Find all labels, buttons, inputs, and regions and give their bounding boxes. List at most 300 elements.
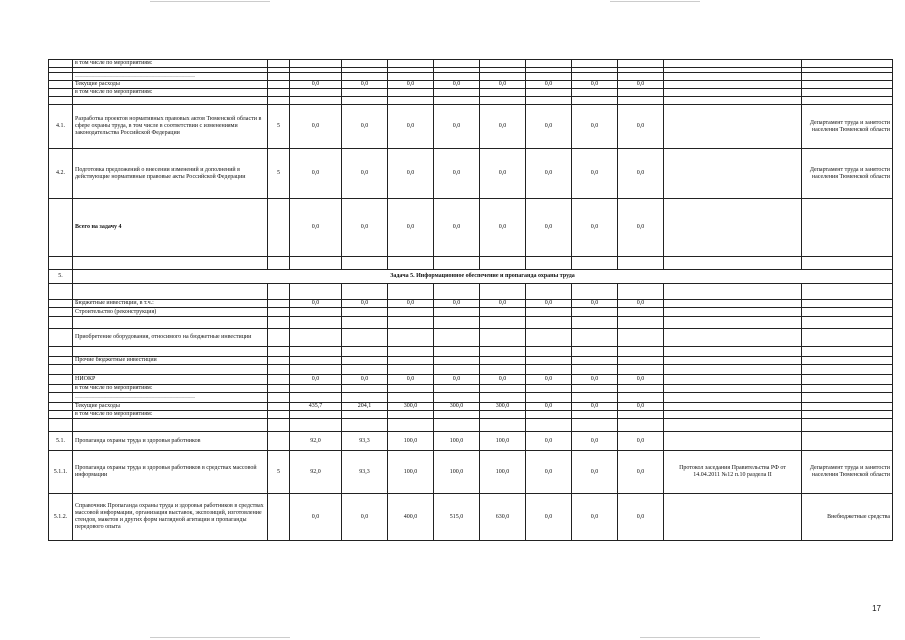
value-cell [526,89,572,97]
value-cell [388,365,434,375]
row-code: 5. [49,270,73,284]
value-cell: 0,0 [572,199,618,257]
value-cell [388,284,434,300]
value-cell [388,357,434,365]
value-cell [342,357,388,365]
value-cell: 0,0 [388,199,434,257]
value-cell: 92,0 [290,432,342,451]
value-cell [480,317,526,329]
task-number [268,329,290,347]
table-row [49,257,893,270]
page-number: 17 [872,604,881,613]
value-cell [480,89,526,97]
value-cell [480,60,526,68]
row-code [49,357,73,365]
row-code [49,300,73,308]
value-cell [618,419,664,432]
value-cell: 0,0 [572,375,618,385]
value-cell [290,393,342,403]
value-cell [572,257,618,270]
row-code [49,89,73,97]
value-cell: 0,0 [342,149,388,199]
value-cell [342,284,388,300]
value-cell: 0,0 [618,149,664,199]
value-cell: 100,0 [434,432,480,451]
row-code [49,257,73,270]
department-cell: Внебюджетные средства [802,494,893,541]
value-cell [342,329,388,347]
table-row [49,329,893,347]
value-cell [342,60,388,68]
value-cell [480,393,526,403]
protocol-cell [664,494,802,541]
row-label: Разработка проектов нормативных правовых актов Тюменской области в сфере охраны труда, в том числе в соответствии с изменениями законодательства Российской Федерации [73,105,268,149]
protocol-cell [664,73,802,81]
value-cell: 0,0 [526,300,572,308]
table-row [49,284,893,300]
protocol-cell [664,89,802,97]
scan-edge-mark [150,637,290,638]
value-cell [342,89,388,97]
program-table [48,59,893,541]
value-cell [618,257,664,270]
value-cell [388,347,434,357]
department-cell [802,81,893,89]
protocol-cell [664,60,802,68]
value-cell: 435,7 [290,403,342,411]
row-label: Справочник Пропаганда охраны труда и здоровья работников в средствах массовой информации, организация выставок, экспозиций, изготовление стендов, макетов и других форм наглядной агитации и пропаганды передового опыта [73,494,268,541]
row-label [73,284,268,300]
protocol-cell [664,284,802,300]
task-number [268,494,290,541]
row-label: Пропаганда охраны труда и здоровья работников [73,432,268,451]
table-row [49,308,893,317]
protocol-cell [664,411,802,419]
value-cell [290,97,342,105]
department-cell [802,329,893,347]
value-cell [388,419,434,432]
value-cell: 0,0 [618,403,664,411]
department-cell [802,375,893,385]
value-cell [388,60,434,68]
value-cell [572,357,618,365]
value-cell [572,89,618,97]
value-cell [290,284,342,300]
value-cell: 0,0 [290,149,342,199]
table-row [49,357,893,365]
value-cell [434,385,480,393]
department-cell [802,199,893,257]
value-cell: 93,3 [342,451,388,494]
protocol-cell [664,365,802,375]
department-cell [802,403,893,411]
value-cell [526,317,572,329]
table-row [49,199,893,257]
value-cell [388,329,434,347]
value-cell: 300,0 [480,403,526,411]
table-row [49,97,893,105]
row-code: 5.1. [49,432,73,451]
value-cell: 0,0 [290,300,342,308]
table-row [49,89,893,97]
value-cell: 0,0 [526,403,572,411]
row-code [49,97,73,105]
value-cell: 0,0 [290,105,342,149]
table-row [49,385,893,393]
value-cell: 0,0 [526,149,572,199]
value-cell [572,97,618,105]
value-cell [618,385,664,393]
department-cell [802,411,893,419]
value-cell [434,329,480,347]
protocol-cell [664,432,802,451]
value-cell [388,73,434,81]
value-cell [572,308,618,317]
value-cell [572,60,618,68]
value-cell [290,89,342,97]
department-cell: Департамент труда и занятости населения Тюменской области [802,451,893,494]
table-row [49,73,893,81]
value-cell [290,385,342,393]
table-row [49,270,893,284]
value-cell [434,317,480,329]
task-number: 5 [268,105,290,149]
value-cell [342,308,388,317]
task-number [268,393,290,403]
row-code: 5.1.1. [49,451,73,494]
value-cell: 630,0 [480,494,526,541]
value-cell [434,308,480,317]
table-row [49,403,893,411]
value-cell [526,347,572,357]
value-cell: 92,0 [290,451,342,494]
task-number [268,375,290,385]
value-cell: 93,3 [342,432,388,451]
value-cell [480,419,526,432]
row-label [73,365,268,375]
task-number [268,257,290,270]
value-cell [618,393,664,403]
value-cell: 0,0 [480,300,526,308]
value-cell [434,419,480,432]
table-row [49,451,893,494]
value-cell: 100,0 [388,451,434,494]
protocol-cell [664,419,802,432]
department-cell [802,97,893,105]
table-row [49,494,893,541]
value-cell: 0,0 [572,105,618,149]
department-cell: Департамент труда и занятости населения Тюменской области [802,149,893,199]
value-cell: 0,0 [388,149,434,199]
value-cell [342,419,388,432]
value-cell: 100,0 [434,451,480,494]
value-cell [526,73,572,81]
task-number [268,385,290,393]
department-cell [802,347,893,357]
value-cell [618,329,664,347]
value-cell: 0,0 [342,105,388,149]
value-cell [480,347,526,357]
table-row [49,105,893,149]
value-cell: 0,0 [434,375,480,385]
scan-edge-mark [640,637,760,638]
protocol-cell [664,375,802,385]
row-code [49,385,73,393]
value-cell [618,317,664,329]
value-cell: 0,0 [526,432,572,451]
row-label: в том числе по мероприятиям: [73,60,268,68]
row-code [49,347,73,357]
value-cell [434,411,480,419]
value-cell [572,365,618,375]
value-cell [290,329,342,347]
table-row [49,432,893,451]
table-row [49,149,893,199]
value-cell: 0,0 [572,300,618,308]
value-cell: 0,0 [526,105,572,149]
protocol-cell [664,403,802,411]
task-number [268,284,290,300]
protocol-cell [664,300,802,308]
value-cell [526,308,572,317]
value-cell [618,89,664,97]
value-cell [434,393,480,403]
value-cell [388,257,434,270]
row-label: Пропаганда охраны труда и здоровья работников в средствах массовой информации [73,451,268,494]
value-cell [290,308,342,317]
table-row [49,411,893,419]
value-cell [434,347,480,357]
value-cell: 0,0 [480,199,526,257]
department-cell [802,284,893,300]
table-row [49,347,893,357]
task-number [268,308,290,317]
value-cell: 0,0 [434,105,480,149]
value-cell [342,365,388,375]
value-cell: 0,0 [434,81,480,89]
department-cell [802,300,893,308]
protocol-cell [664,385,802,393]
value-cell [572,419,618,432]
row-label [73,97,268,105]
value-cell [290,347,342,357]
task-number [268,347,290,357]
protocol-cell [664,329,802,347]
value-cell: 100,0 [480,451,526,494]
row-label: Всего на задачу 4 [73,199,268,257]
value-cell: 0,0 [618,300,664,308]
value-cell: 0,0 [342,199,388,257]
value-cell: 0,0 [526,451,572,494]
row-label: Приобретение оборудования, относимого на бюджетные инвестиции [73,329,268,347]
value-cell: 0,0 [290,81,342,89]
task-number [268,89,290,97]
value-cell [480,73,526,81]
value-cell [618,365,664,375]
department-cell [802,357,893,365]
value-cell [572,284,618,300]
value-cell [526,419,572,432]
department-cell [802,365,893,375]
value-cell: 0,0 [388,300,434,308]
row-code [49,375,73,385]
task-number [268,419,290,432]
value-cell [290,365,342,375]
task-number [268,300,290,308]
department-cell [802,419,893,432]
protocol-cell [664,347,802,357]
value-cell [526,60,572,68]
row-code [49,419,73,432]
value-cell [434,60,480,68]
value-cell [618,73,664,81]
value-cell [480,284,526,300]
table-row [49,81,893,89]
value-cell [480,411,526,419]
row-code [49,317,73,329]
value-cell [526,385,572,393]
value-cell: 0,0 [526,81,572,89]
department-cell [802,317,893,329]
value-cell [618,411,664,419]
row-label [73,347,268,357]
scan-edge-mark [150,1,270,2]
value-cell: 0,0 [434,199,480,257]
protocol-cell [664,97,802,105]
value-cell: 204,1 [342,403,388,411]
value-cell [388,411,434,419]
protocol-cell [664,105,802,149]
value-cell: 0,0 [290,494,342,541]
row-label: в том числе по мероприятиям: [73,385,268,393]
value-cell: 100,0 [480,432,526,451]
value-cell: 400,0 [388,494,434,541]
value-cell: 0,0 [618,375,664,385]
value-cell [526,357,572,365]
value-cell: 0,0 [388,81,434,89]
value-cell: 0,0 [618,432,664,451]
row-code [49,199,73,257]
value-cell [342,385,388,393]
value-cell [526,393,572,403]
protocol-cell [664,149,802,199]
value-cell: 0,0 [342,300,388,308]
row-code [49,329,73,347]
row-label: Прочие бюджетные инвестиции [73,357,268,365]
protocol-cell [664,308,802,317]
row-label: Строительство (реконструкция) [73,308,268,317]
value-cell [526,329,572,347]
protocol-cell: Протокол заседания Правительства РФ от 14.04.2011 №12 п.10 раздела II [664,451,802,494]
value-cell [342,73,388,81]
row-label [73,317,268,329]
value-cell [526,284,572,300]
department-cell [802,257,893,270]
value-cell [290,73,342,81]
value-cell [388,385,434,393]
value-cell: 300,0 [388,403,434,411]
row-code [49,308,73,317]
value-cell [480,308,526,317]
value-cell: 0,0 [618,105,664,149]
value-cell [434,284,480,300]
value-cell: 0,0 [434,300,480,308]
department-cell [802,308,893,317]
row-code [49,60,73,68]
task-number [268,73,290,81]
value-cell [572,411,618,419]
value-cell: 100,0 [388,432,434,451]
protocol-cell [664,81,802,89]
value-cell: 0,0 [572,149,618,199]
table-row [49,300,893,308]
value-cell [290,419,342,432]
value-cell [480,97,526,105]
protocol-cell [664,257,802,270]
department-cell [802,432,893,451]
value-cell [290,411,342,419]
value-cell: 0,0 [342,494,388,541]
table-row [49,393,893,403]
task-number [268,365,290,375]
value-cell [572,317,618,329]
row-label: …………………………………………………… [73,73,268,81]
value-cell: 0,0 [290,375,342,385]
value-cell: 0,0 [572,494,618,541]
table-row [49,419,893,432]
value-cell [388,89,434,97]
value-cell: 515,0 [434,494,480,541]
row-code [49,403,73,411]
value-cell [388,308,434,317]
task-number [268,411,290,419]
department-cell [802,73,893,81]
task-number [268,81,290,89]
value-cell [618,357,664,365]
row-label [73,419,268,432]
value-cell: 0,0 [434,149,480,199]
value-cell: 0,0 [480,149,526,199]
row-label: Текущие расходы [73,403,268,411]
value-cell [618,284,664,300]
value-cell [290,257,342,270]
row-label: в том числе по мероприятиям: [73,411,268,419]
table-row [49,317,893,329]
task-number: 5 [268,451,290,494]
value-cell [290,357,342,365]
row-code [49,81,73,89]
protocol-cell [664,199,802,257]
value-cell [480,257,526,270]
row-code [49,284,73,300]
value-cell: 0,0 [618,81,664,89]
value-cell [618,97,664,105]
row-label: …………………………………………………… [73,393,268,403]
table-row [49,60,893,68]
department-cell [802,393,893,403]
value-cell [572,393,618,403]
value-cell [526,365,572,375]
value-cell [388,317,434,329]
table-row [49,375,893,385]
value-cell: 0,0 [480,81,526,89]
department-cell [802,385,893,393]
value-cell [434,89,480,97]
row-code [49,393,73,403]
value-cell [434,257,480,270]
value-cell [434,73,480,81]
task-number [268,317,290,329]
